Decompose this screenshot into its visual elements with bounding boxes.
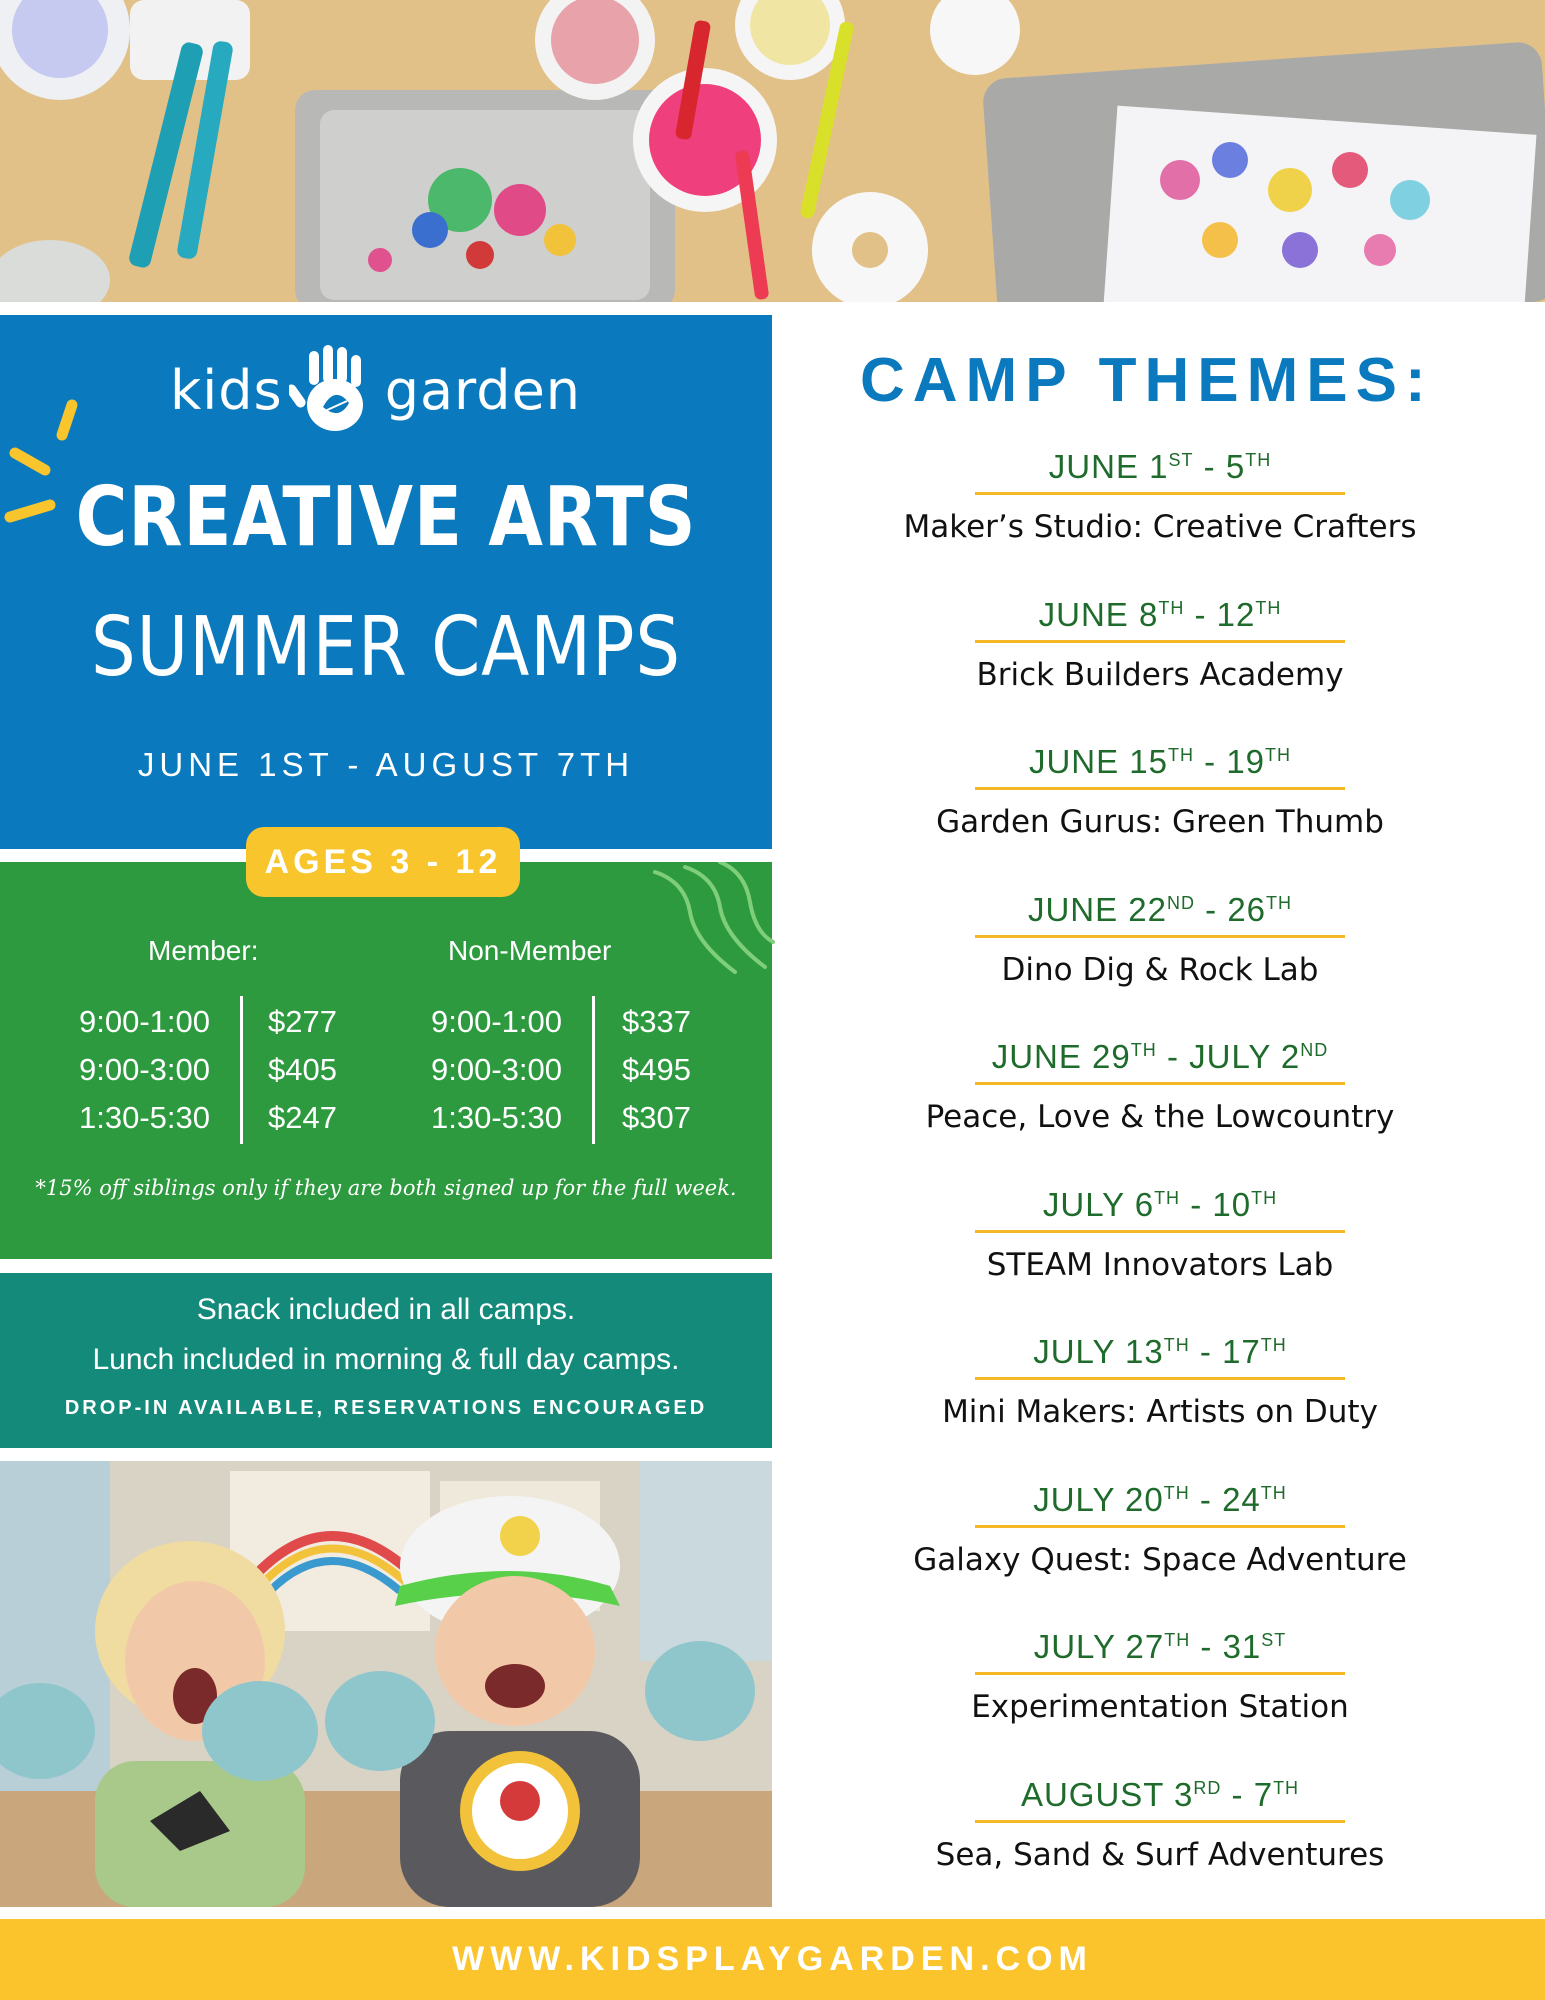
theme-date xyxy=(975,1186,1345,1233)
theme-date-end: 17 xyxy=(1222,1333,1261,1370)
theme-item xyxy=(870,596,1450,693)
theme-name: Experimentation Station xyxy=(971,1689,1349,1725)
theme-date-start-suffix: ST xyxy=(1168,450,1194,470)
theme-date-start: JUNE 1 xyxy=(1048,448,1169,485)
member-label: Member: xyxy=(148,935,259,966)
theme-date-start-suffix: RD xyxy=(1193,1777,1222,1798)
theme-date xyxy=(975,743,1345,790)
member-price-3: $247 xyxy=(268,1100,337,1135)
theme-date-separator: - xyxy=(1189,1333,1223,1370)
logo-word-right: garden xyxy=(384,358,582,422)
theme-date-start-suffix: TH xyxy=(1168,745,1194,765)
theme-date-start: JULY 27 xyxy=(1033,1628,1165,1665)
theme-date-end: 26 xyxy=(1227,890,1267,928)
theme-date-start-suffix: TH xyxy=(1130,1040,1157,1060)
theme-date-separator: - xyxy=(1221,1775,1254,1813)
theme-date-start-suffix: TH xyxy=(1154,1187,1181,1208)
theme-date-end-suffix: TH xyxy=(1265,745,1292,765)
theme-date-start-suffix: TH xyxy=(1164,1630,1191,1650)
theme-date-end: 31 xyxy=(1222,1628,1262,1665)
nonmember-divider xyxy=(592,996,595,1144)
member-time-1: 9:00-1:00 xyxy=(79,1004,210,1039)
title-line-2: SUMMER CAMPS xyxy=(91,600,681,695)
theme-item xyxy=(870,891,1450,988)
theme-date-start: AUGUST 3 xyxy=(1020,1775,1194,1813)
theme-date xyxy=(975,1628,1345,1675)
title-line-1: CREATIVE ARTS xyxy=(75,470,697,565)
theme-name: STEAM Innovators Lab xyxy=(986,1246,1334,1283)
nonmember-time-2: 9:00-3:00 xyxy=(431,1052,562,1087)
theme-date-end-suffix: TH xyxy=(1260,1335,1287,1355)
theme-date-separator: - xyxy=(1195,890,1228,928)
theme-date-start: JUNE 8 xyxy=(1038,595,1159,633)
camp-dates: JUNE 1ST - AUGUST 7TH xyxy=(137,746,635,783)
theme-item xyxy=(870,1186,1450,1283)
theme-date-separator: - xyxy=(1190,1628,1223,1665)
theme-date xyxy=(975,596,1345,643)
theme-date-end: 7 xyxy=(1253,1775,1274,1813)
member-price-1: $277 xyxy=(268,1004,337,1039)
theme-date xyxy=(975,1333,1345,1380)
theme-date-end-suffix: TH xyxy=(1245,450,1272,470)
theme-date-end: 10 xyxy=(1212,1185,1252,1223)
theme-date-end-suffix: ST xyxy=(1261,1630,1287,1650)
theme-date-separator: - xyxy=(1180,1185,1213,1223)
nonmember-time-3: 1:30-5:30 xyxy=(431,1100,562,1135)
snack-info: Snack included in all camps. xyxy=(196,1293,576,1326)
theme-item xyxy=(870,743,1450,840)
camp-themes-title: CAMP THEMES: xyxy=(860,346,1434,415)
member-divider xyxy=(240,996,243,1144)
theme-item xyxy=(870,1038,1450,1135)
drop-in-info: DROP-IN AVAILABLE, RESERVATIONS ENCOURAGED xyxy=(64,1397,708,1419)
theme-name: Dino Dig & Rock Lab xyxy=(1001,951,1319,988)
theme-date-end: JULY 2 xyxy=(1189,1038,1301,1075)
member-time-3: 1:30-5:30 xyxy=(79,1100,210,1135)
theme-date xyxy=(975,1776,1345,1823)
footer-url[interactable]: WWW.KIDSPLAYGARDEN.COM xyxy=(0,1919,1545,2000)
logo-word-left: kids xyxy=(170,358,283,422)
theme-date-separator: - xyxy=(1193,448,1226,485)
theme-item xyxy=(870,448,1450,545)
theme-date-end-suffix: TH xyxy=(1260,1482,1287,1503)
ages-badge: AGES 3 - 12 xyxy=(246,827,520,897)
theme-date-start: JUNE 22 xyxy=(1027,890,1167,928)
kids-garden-logo xyxy=(170,345,581,435)
kids-photo xyxy=(0,1461,772,1907)
theme-item xyxy=(870,1628,1450,1725)
theme-date-start: JULY 6 xyxy=(1042,1185,1155,1223)
member-price-2: $405 xyxy=(268,1052,337,1087)
theme-date-end-suffix: TH xyxy=(1266,892,1293,913)
theme-name: Mini Makers: Artists on Duty xyxy=(942,1394,1378,1430)
theme-date xyxy=(975,891,1345,938)
theme-name: Sea, Sand & Surf Adventures xyxy=(935,1836,1385,1873)
theme-date-start: JULY 13 xyxy=(1033,1333,1164,1370)
theme-date-end-suffix: TH xyxy=(1251,1187,1278,1208)
theme-date-end-suffix: TH xyxy=(1255,597,1282,618)
member-time-2: 9:00-3:00 xyxy=(79,1052,210,1087)
nonmember-time-1: 9:00-1:00 xyxy=(431,1004,562,1039)
theme-name: Peace, Love & the Lowcountry xyxy=(925,1099,1395,1135)
theme-date-end-suffix: ND xyxy=(1300,1040,1329,1060)
theme-date-start-suffix: ND xyxy=(1167,892,1195,913)
theme-date-start-suffix: TH xyxy=(1163,1482,1190,1503)
theme-date-start-suffix: TH xyxy=(1163,1335,1190,1355)
theme-item xyxy=(870,1333,1450,1430)
sibling-discount-note: *15% off siblings only if they are both signed up for the full week. xyxy=(35,1176,737,1200)
theme-item xyxy=(870,1776,1450,1873)
theme-date-start-suffix: TH xyxy=(1158,597,1185,618)
theme-date xyxy=(975,1481,1345,1528)
theme-date xyxy=(975,1038,1345,1085)
nonmember-price-2: $495 xyxy=(622,1052,691,1087)
theme-name: Garden Gurus: Green Thumb xyxy=(936,804,1384,840)
handprint-icon xyxy=(289,345,379,435)
lunch-info: Lunch included in morning & full day camps. xyxy=(92,1343,680,1376)
theme-date-separator: - xyxy=(1156,1038,1190,1075)
theme-item xyxy=(870,1481,1450,1578)
craft-table-photo xyxy=(0,0,1545,302)
theme-date-start: JUNE 15 xyxy=(1028,743,1168,780)
theme-date-end: 12 xyxy=(1216,595,1256,633)
theme-date-separator: - xyxy=(1184,595,1217,633)
theme-date-separator: - xyxy=(1194,743,1227,780)
nonmember-price-1: $337 xyxy=(622,1004,691,1039)
theme-date xyxy=(975,448,1345,495)
theme-date-separator: - xyxy=(1189,1480,1223,1518)
theme-date-start: JUNE 29 xyxy=(991,1038,1131,1075)
nonmember-price-3: $307 xyxy=(622,1100,691,1135)
theme-date-end: 5 xyxy=(1225,448,1246,485)
theme-name: Brick Builders Academy xyxy=(976,656,1344,693)
theme-date-end-suffix: TH xyxy=(1273,1777,1300,1798)
theme-date-end: 24 xyxy=(1222,1480,1261,1518)
theme-date-start: JULY 20 xyxy=(1033,1480,1164,1518)
theme-date-end: 19 xyxy=(1226,743,1266,780)
squiggle-decoration-icon xyxy=(645,862,775,1012)
theme-name: Maker’s Studio: Creative Crafters xyxy=(903,509,1417,545)
nonmember-label: Non-Member xyxy=(448,935,612,966)
theme-name: Galaxy Quest: Space Adventure xyxy=(913,1541,1407,1578)
